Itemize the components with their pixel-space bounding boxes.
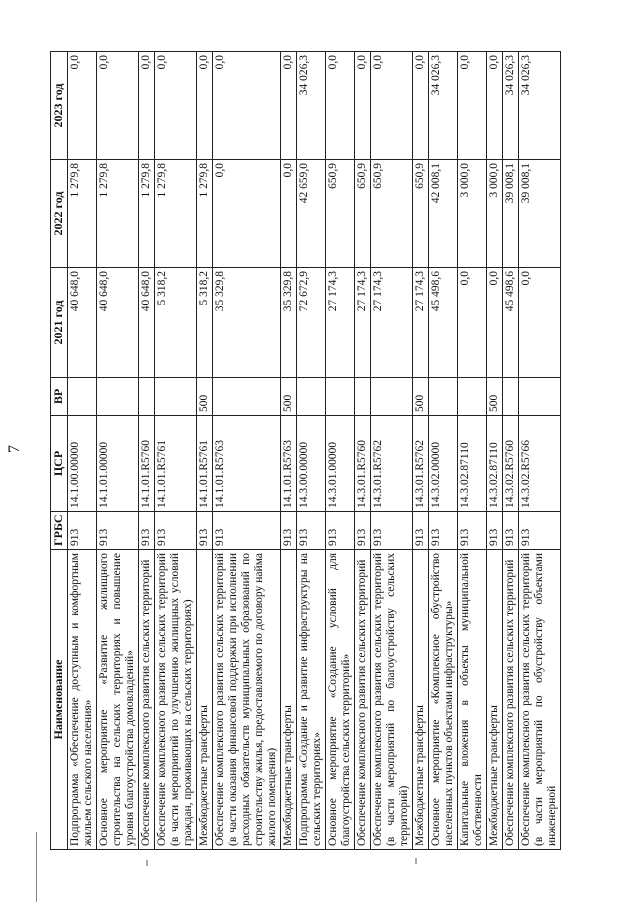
row-grbs: 913	[326, 512, 355, 550]
row-name: Межбюджетные трансферты	[413, 550, 429, 850]
row-name: Основное мероприятие «Комплексное обустройство населенных пунктов объектами инфраструктуры»	[429, 550, 458, 850]
row-2021: 27 174,3	[371, 268, 413, 378]
rotated-table-area	[50, 52, 580, 850]
row-2022: 0,0	[281, 160, 297, 268]
budget-table	[50, 51, 561, 850]
row-2021: 40 648,0	[139, 268, 155, 378]
row-name: Обеспечение комплексного развития сельских территорий	[355, 550, 371, 850]
row-name: Обеспечение комплексного развития сельских территорий (в части мероприятий по благоустройству сельских территорий)	[371, 550, 413, 850]
header-name: Наименование	[51, 550, 68, 850]
row-2021: 45 498,6	[503, 268, 519, 378]
header-2021: 2021 год	[51, 268, 68, 378]
row-2023: 34 026,3	[429, 52, 458, 160]
row-name: Обеспечение комплексного развития сельских территорий (в части мероприятий по обустройству объектами инженерной	[519, 550, 561, 850]
table-row	[68, 52, 97, 850]
row-vr	[519, 378, 561, 416]
row-vr	[326, 378, 355, 416]
table-row	[155, 52, 197, 850]
row-2023: 34 026,3	[503, 52, 519, 160]
header-vr: ВР	[51, 378, 68, 416]
row-2021: 27 174,3	[355, 268, 371, 378]
row-2022: 1 279,8	[68, 160, 97, 268]
table-row	[213, 52, 281, 850]
table-row	[503, 52, 519, 850]
row-vr: 500	[197, 378, 213, 416]
row-name: Подпрограмма «Обеспечение доступным и комфортным жильем сельского населения»	[68, 550, 97, 850]
row-csr: 14.3.01.R5762	[371, 416, 413, 512]
row-2022: 650,9	[326, 160, 355, 268]
row-grbs: 913	[68, 512, 97, 550]
row-csr: 14.3.01.00000	[326, 416, 355, 512]
row-vr: 500	[281, 378, 297, 416]
row-name: Основное мероприятие «Создание условий для благоустройства сельских территорий»	[326, 550, 355, 850]
row-vr	[213, 378, 281, 416]
row-2022: 650,9	[355, 160, 371, 268]
row-2022: 39 008,1	[519, 160, 561, 268]
row-name: Обеспечение комплексного развития сельских территорий	[139, 550, 155, 850]
row-2021: 0,0	[519, 268, 561, 378]
row-2021: 5 318,2	[197, 268, 213, 378]
table-row	[355, 52, 371, 850]
scan-mark	[146, 860, 148, 866]
row-2021: 0,0	[458, 268, 487, 378]
table-row	[197, 52, 213, 850]
row-vr	[355, 378, 371, 416]
table-row	[139, 52, 155, 850]
row-csr: 14.3.02.00000	[429, 416, 458, 512]
table-body	[68, 52, 561, 850]
row-name: Капитальные вложения в объекты муниципальной собственности	[458, 550, 487, 850]
row-csr: 14.3.01.R5760	[355, 416, 371, 512]
row-2022: 39 008,1	[503, 160, 519, 268]
row-2022: 3 000,0	[487, 160, 503, 268]
row-grbs: 913	[413, 512, 429, 550]
table-row	[371, 52, 413, 850]
row-name: Межбюджетные трансферты	[197, 550, 213, 850]
row-2021: 27 174,3	[413, 268, 429, 378]
row-vr: 500	[487, 378, 503, 416]
row-name: Обеспечение комплексного развития сельских территорий (в части оказания финансовой поддержки при исполнении расходных обязательств муниципальных образований по строительству жилья, предоставляемого по договору найма жилого помещения)	[213, 550, 281, 850]
row-csr: 14.1.01.R5761	[197, 416, 213, 512]
row-2021: 0,0	[487, 268, 503, 378]
table-row	[413, 52, 429, 850]
row-csr: 14.1.00.00000	[68, 416, 97, 512]
row-name: Обеспечение комплексного развития сельских территорий	[503, 550, 519, 850]
row-2022: 3 000,0	[458, 160, 487, 268]
row-2022: 650,9	[371, 160, 413, 268]
header-csr: ЦСР	[51, 416, 68, 512]
row-2022: 1 279,8	[139, 160, 155, 268]
row-2021: 35 329,8	[281, 268, 297, 378]
row-2023: 0,0	[326, 52, 355, 160]
table-row	[326, 52, 355, 850]
row-grbs: 913	[458, 512, 487, 550]
row-2022: 1 279,8	[197, 160, 213, 268]
row-2021: 40 648,0	[68, 268, 97, 378]
table-row	[429, 52, 458, 850]
page-number: 7	[6, 445, 23, 453]
row-grbs: 913	[281, 512, 297, 550]
row-vr	[139, 378, 155, 416]
budget-table-wrapper	[50, 52, 580, 850]
row-vr	[97, 378, 139, 416]
row-grbs: 913	[297, 512, 326, 550]
row-name: Основное мероприятие «Развитие жилищного строительства на сельских территориях и повышение уровня благоустройства домовладений»	[97, 550, 139, 850]
row-2023: 34 026,3	[297, 52, 326, 160]
row-2023: 0,0	[281, 52, 297, 160]
row-vr: 500	[413, 378, 429, 416]
header-2023: 2023 год	[51, 52, 68, 160]
row-2023: 0,0	[139, 52, 155, 160]
row-vr	[458, 378, 487, 416]
row-grbs: 913	[155, 512, 197, 550]
header-2022: 2022 год	[51, 160, 68, 268]
row-2023: 0,0	[68, 52, 97, 160]
row-csr: 14.3.00.00000	[297, 416, 326, 512]
scan-mark	[415, 858, 417, 864]
row-2023: 0,0	[413, 52, 429, 160]
row-csr: 14.1.01.R5763	[281, 416, 297, 512]
row-vr	[371, 378, 413, 416]
row-2023: 0,0	[487, 52, 503, 160]
row-grbs: 913	[503, 512, 519, 550]
row-vr	[297, 378, 326, 416]
table-row	[97, 52, 139, 850]
row-2022: 1 279,8	[155, 160, 197, 268]
row-csr: 14.3.02.87110	[487, 416, 503, 512]
margin-rule	[36, 832, 37, 902]
row-2021: 35 329,8	[213, 268, 281, 378]
row-csr: 14.3.02.87110	[458, 416, 487, 512]
row-csr: 14.3.02.R5766	[519, 416, 561, 512]
row-csr: 14.3.01.R5762	[413, 416, 429, 512]
row-csr: 14.1.01.R5761	[155, 416, 197, 512]
row-2023: 0,0	[355, 52, 371, 160]
table-row	[297, 52, 326, 850]
row-2023: 0,0	[213, 52, 281, 160]
row-vr	[68, 378, 97, 416]
row-csr: 14.1.01.00000	[97, 416, 139, 512]
row-vr	[429, 378, 458, 416]
row-2022: 42 008,1	[429, 160, 458, 268]
row-name: Обеспечение комплексного развития сельских территорий (в части мероприятий по улучшению жилищных условий граждан, проживающих на сельских территориях)	[155, 550, 197, 850]
row-2021: 72 672,9	[297, 268, 326, 378]
row-grbs: 913	[371, 512, 413, 550]
row-vr	[503, 378, 519, 416]
row-grbs: 913	[97, 512, 139, 550]
row-2023: 0,0	[371, 52, 413, 160]
row-csr: 14.1.01.R5763	[213, 416, 281, 512]
row-grbs: 913	[139, 512, 155, 550]
table-row	[458, 52, 487, 850]
row-name: Межбюджетные трансферты	[487, 550, 503, 850]
table-row	[281, 52, 297, 850]
row-vr	[155, 378, 197, 416]
row-csr: 14.3.02.R5760	[503, 416, 519, 512]
row-grbs: 913	[197, 512, 213, 550]
header-grbs: ГРБС	[51, 512, 68, 550]
row-2022: 1 279,8	[97, 160, 139, 268]
row-2021: 40 648,0	[97, 268, 139, 378]
row-grbs: 913	[429, 512, 458, 550]
row-grbs: 913	[519, 512, 561, 550]
row-2022: 0,0	[213, 160, 281, 268]
row-2023: 34 026,3	[519, 52, 561, 160]
row-name: Межбюджетные трансферты	[281, 550, 297, 850]
row-2021: 27 174,3	[326, 268, 355, 378]
row-csr: 14.1.01.R5760	[139, 416, 155, 512]
table-row	[519, 52, 561, 850]
row-2022: 42 659,0	[297, 160, 326, 268]
table-row	[487, 52, 503, 850]
row-2023: 0,0	[155, 52, 197, 160]
row-2023: 0,0	[97, 52, 139, 160]
row-2021: 5 318,2	[155, 268, 197, 378]
row-2023: 0,0	[458, 52, 487, 160]
row-grbs: 913	[355, 512, 371, 550]
row-name: Подпрограмма «Создание и развитие инфраструктуры на сельских территориях»	[297, 550, 326, 850]
row-grbs: 913	[213, 512, 281, 550]
table-header-row	[51, 52, 68, 850]
row-2023: 0,0	[197, 52, 213, 160]
row-2021: 45 498,6	[429, 268, 458, 378]
row-grbs: 913	[487, 512, 503, 550]
row-2022: 650,9	[413, 160, 429, 268]
